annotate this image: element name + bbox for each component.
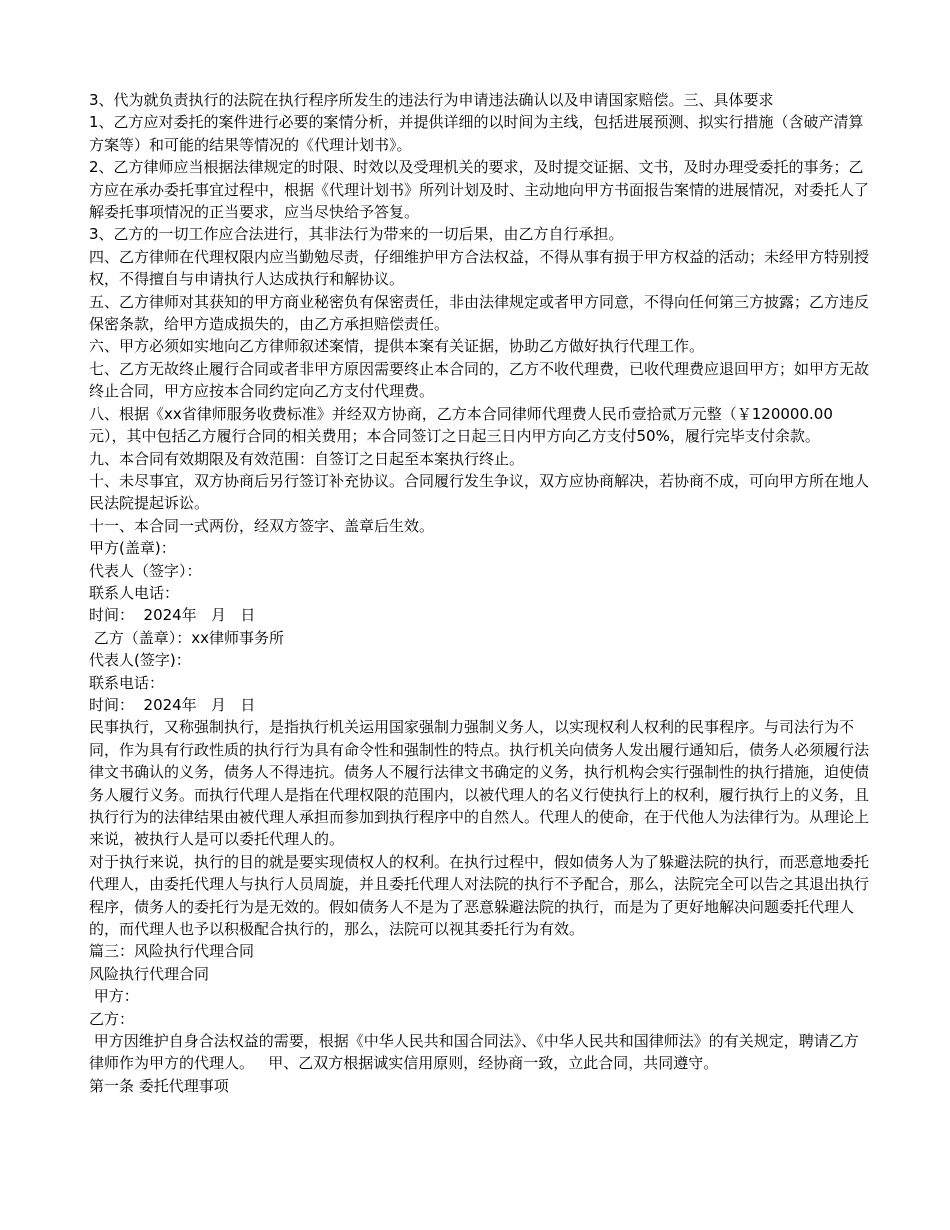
party-b-phone-line: 联系电话： — [89, 673, 165, 692]
paragraph-requirement-2: 2、乙方律师应当根据法律规定的时限、时效以及受理机关的要求，及时提交证据、文书，及时办理受委托的事务；乙方应在承办委托事宜过程中，根据《代理计划书》所列计划及时、主动地向甲方书面报告案情的进展情况，对委托人了解委托事项情况的正当要求，应当尽快给予答复。 — [89, 158, 870, 222]
paragraph-clause-8: 八、根据《xx省律师服务收费标准》并经双方协商，乙方本合同律师代理费人民币壹拾贰万元整（￥120000.00元），其中包括乙方履行合同的相关费用；本合同签订之日起三日内甲方向乙方支付50%，履行完毕支付余款。 — [89, 404, 833, 446]
paragraph-clause-9: 九、本合同有效期限及有效范围：自签订之日起至本案执行终止。 — [89, 449, 525, 468]
paragraph-clause-4: 四、乙方律师在代理权限内应当勤勉尽责，仔细维护甲方合法权益，不得从事有损于甲方权益的活动；未经甲方特别授权，不得擅自与申请执行人达成执行和解协议。 — [89, 247, 870, 289]
party-b-label: 乙方： — [89, 1009, 135, 1028]
paragraph-execution-purpose: 对于执行来说，执行的目的就是要实现债权人的权利。在执行过程中，假如债务人为了躲避法院的执行，而恶意地委托代理人，由委托代理人与执行人员周旋，并且委托代理人对法院的执行不予配合，那么，法院完全可以告之其退出执行程序，债务人的委托行为是无效的。假如债务人不是为了恶意躲避法院的执行，而是为了更好地解决问题委托代理人的，而代理人也予以积极配合执行的，那么，法院可以视其委托行为有效。 — [89, 852, 870, 939]
paragraph-preamble: 甲方因维护自身合法权益的需要，根据《中华人民共和国合同法》、《中华人民共和国律师法》的有关规定，聘请乙方律师作为甲方的代理人。 甲、乙双方根据诚实信用原则，经协商一致，立此合同，共同遵守。 — [89, 1032, 859, 1073]
paragraph-clause-11: 十一、本合同一式两份，经双方签字、盖章后生效。 — [89, 516, 435, 535]
party-b-seal-line: 乙方（盖章）：xx律师事务所 — [89, 628, 285, 647]
paragraph-civil-execution: 民事执行，又称强制执行，是指执行机关运用国家强制力强制义务人，以实现权利人权利的民事程序。与司法行为不同，作为具有行政性质的执行行为具有命令性和强制性的特点。执行机关向债务人发出履行通知后，债务人必须履行法律文书确认的义务，债务人不得违抗。债务人不履行法律文书确定的义务，执行机构会实行强制性的执行措施，迫使债务人履行义务。而执行代理人是指在代理权限的范围内，以被代理人的名义行使执行上的权利，履行执行上的义务，且执行行为的法律结果由被代理人承担而参加到执行程序中的自然人。代理人的使命，在于代他人为法律行为。从理论上来说，被执行人是可以委托代理人的。 — [89, 718, 870, 849]
party-b-representative-line: 代表人(签字)： — [89, 651, 191, 670]
paragraph-clause-7: 七、乙方无故终止履行合同或者非甲方原因需要终止本合同的，乙方不收代理费，已收代理费应退回甲方；如甲方无故终止合同，甲方应按本合同约定向乙方支付代理费。 — [89, 359, 870, 401]
article-1-heading: 第一条 委托代理事项 — [89, 1076, 229, 1095]
paragraph-item-3: 3、代为就负责执行的法院在执行程序所发生的违法行为申请违法确认以及申请国家赔偿。三、具体要求 — [89, 91, 774, 109]
party-a-date-line: 时间： 2024年 月 日 — [89, 606, 256, 625]
paragraph-clause-10: 十、未尽事宜，双方协商后另行签订补充协议。合同履行发生争议，双方应协商解决，若协商不成，可向甲方所在地人民法院提起诉讼。 — [89, 471, 870, 513]
paragraph-clause-6: 六、甲方必须如实地向乙方律师叙述案情，提供本案有关证据，协助乙方做好执行代理工作。 — [89, 337, 705, 356]
party-a-phone-line: 联系人电话： — [89, 583, 180, 602]
document-page — [89, 89, 869, 1097]
party-b-date-line: 时间： 2024年 月 日 — [89, 695, 256, 714]
paragraph-requirement-1: 1、乙方应对委托的案件进行必要的案情分析，并提供详细的以时间为主线，包括进展预测、拟实行措施（含破产清算方案等）和可能的结果等情况的《代理计划书》。 — [89, 113, 864, 154]
party-a-label: 甲方： — [89, 987, 139, 1006]
contract-title: 风险执行代理合同 — [89, 964, 210, 983]
paragraph-requirement-3: 3、乙方的一切工作应合法进行，其非法行为带来的一切后果，由乙方自行承担。 — [89, 225, 624, 244]
party-a-seal-line: 甲方(盖章)： — [89, 539, 176, 558]
section-heading: 篇三：风险执行代理合同 — [89, 942, 255, 961]
paragraph-clause-5: 五、乙方律师对其获知的甲方商业秘密负有保密责任，非由法律规定或者甲方同意，不得向任何第三方披露；乙方违反保密条款，给甲方造成损失的，由乙方承担赔偿责任。 — [89, 292, 870, 334]
party-a-representative-line: 代表人（签字）： — [89, 561, 202, 580]
